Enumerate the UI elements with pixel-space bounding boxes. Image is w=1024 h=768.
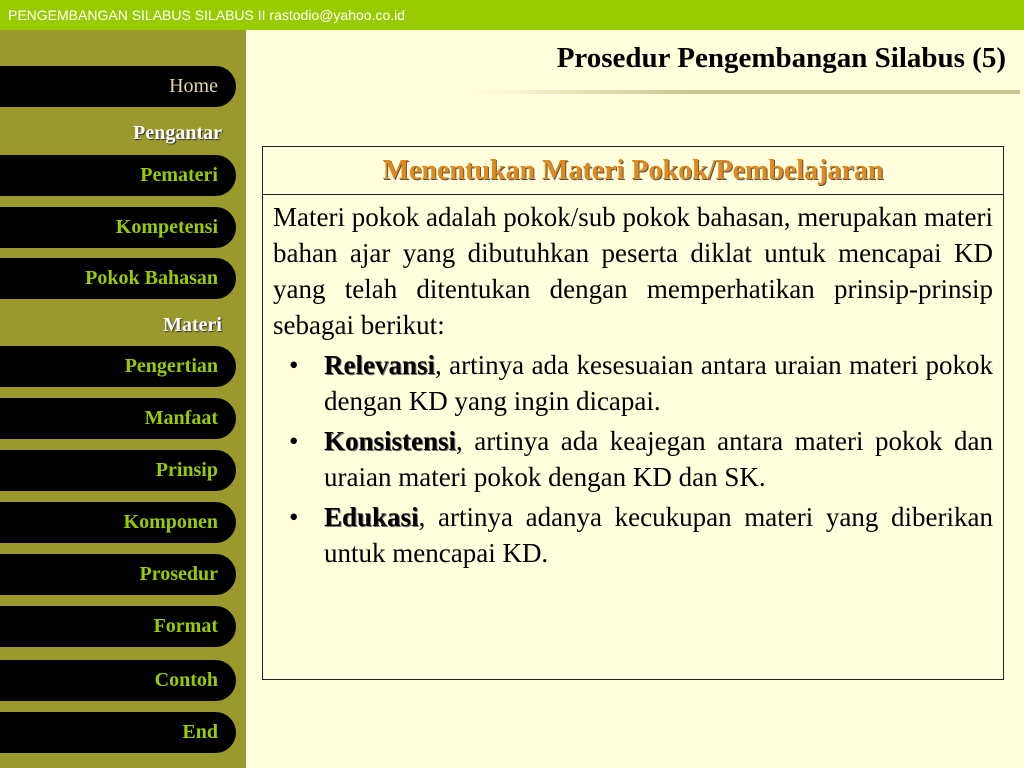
nav-prosedur[interactable]: Prosedur: [0, 554, 236, 595]
desc-relevansi: , artinya ada kesesuaian antara uraian materi pokok dengan KD yang ingin dicapai.: [324, 350, 993, 416]
section-label-materi: Materi: [163, 314, 222, 336]
nav-pokok-bahasan[interactable]: Pokok Bahasan: [0, 258, 236, 299]
bullet-icon: •: [289, 502, 299, 532]
title-divider: [470, 90, 1020, 94]
list-item-konsistensi: [273, 423, 993, 495]
sidebar: [0, 30, 246, 768]
intro-paragraph: Materi pokok adalah pokok/sub pokok bahasan, merupakan materi bahan ajar yang dibutuhkan peserta diklat untuk mencapai KD yang telah ditentukan dengan memperhatikan prinsip-prinsip sebagai berikut:: [273, 202, 993, 340]
nav-end[interactable]: End: [0, 712, 236, 753]
top-banner: [0, 0, 1024, 30]
term-konsistensi: Konsistensi: [324, 426, 457, 456]
term-edukasi: Edukasi: [324, 502, 419, 532]
content-box: [262, 146, 1004, 680]
nav-format[interactable]: Format: [0, 606, 236, 647]
section-label-pengantar: Pengantar: [133, 122, 222, 144]
nav-pengertian[interactable]: Pengertian: [0, 346, 236, 387]
nav-pemateri[interactable]: Pemateri: [0, 155, 236, 196]
box-body: [263, 195, 1003, 571]
banner-text: PENGEMBANGAN SILABUS SILABUS II rastodio@yahoo.co.id: [8, 7, 406, 23]
bullet-icon: •: [289, 350, 299, 380]
nav-contoh[interactable]: Contoh: [0, 660, 236, 701]
box-header: Menentukan Materi Pokok/Pembelajaran: [263, 147, 1003, 195]
desc-konsistensi: , artinya ada keajegan antara materi pokok dan uraian materi pokok dengan KD dan SK.: [324, 426, 993, 492]
nav-kompetensi[interactable]: Kompetensi: [0, 207, 236, 248]
nav-komponen[interactable]: Komponen: [0, 502, 236, 543]
list-item-relevansi: [273, 347, 993, 419]
nav-manfaat[interactable]: Manfaat: [0, 398, 236, 439]
list-item-edukasi: [273, 499, 993, 571]
nav-home[interactable]: Home: [0, 66, 236, 107]
desc-edukasi: , artinya adanya kecukupan materi yang diberikan untuk mencapai KD.: [324, 502, 993, 568]
term-relevansi: Relevansi: [324, 350, 435, 380]
slide-title: Prosedur Pengembangan Silabus (5): [556, 42, 1006, 74]
bullet-icon: •: [289, 426, 299, 456]
principles-list: [273, 347, 993, 571]
nav-prinsip[interactable]: Prinsip: [0, 450, 236, 491]
